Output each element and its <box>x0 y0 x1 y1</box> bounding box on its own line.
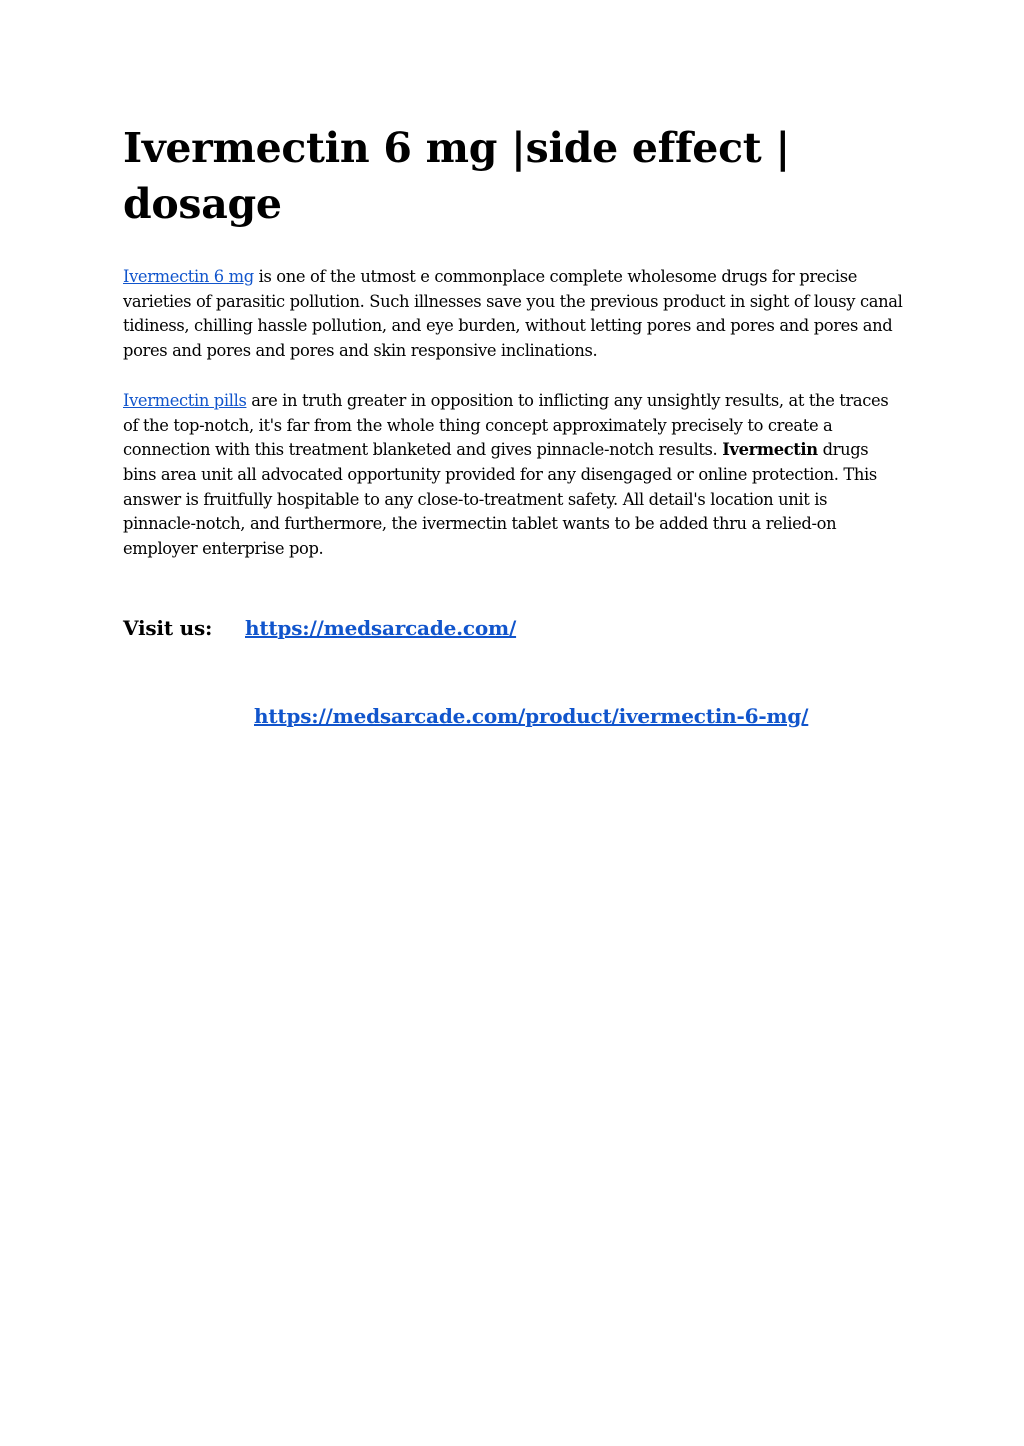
pills-paragraph <box>123 389 903 562</box>
ivermectin-6mg-link[interactable]: Ivermectin 6 mg <box>123 267 254 286</box>
intro-paragraph <box>123 265 903 364</box>
medsarcade-product-link[interactable]: https://medsarcade.com/product/ivermectin-6-mg/ <box>254 703 809 728</box>
intro-paragraph-text: is one of the utmost e commonplace complete wholesome drugs for precise varieties of parasitic pollution. Such illnesses save you the previous product in sight of lousy canal tidiness, chilling hassle pollution, and eye burden, without letting pores and pores and pores and pores and pores and pores and skin responsive inclinations. <box>123 267 903 361</box>
visit-us-label: Visit us: <box>123 615 213 640</box>
product-link-row <box>123 701 903 731</box>
pills-paragraph-text: are in truth greater in opposition to inflicting any unsightly results, at the traces of the top-notch, it's far from the whole thing concept approximately precisely to create a connection with this treatment blanketed and gives pinnacle-notch results. <box>123 390 889 460</box>
document-page <box>123 120 903 731</box>
pills-paragraph-text-end: drugs bins area unit all advocated opportunity provided for any disengaged or online protection. This answer is fruitfully hospitable to any close-to-treatment safety. All detail's location unit is pinnacle-notch, and furthermore, the ivermectin tablet wants to be added thru a relied-on employer enterprise pop. <box>123 440 877 559</box>
medsarcade-home-link[interactable]: https://medsarcade.com/ <box>245 615 517 640</box>
visit-us-row <box>123 613 903 643</box>
ivermectin-pills-link[interactable]: Ivermectin pills <box>123 390 247 410</box>
page-title: Ivermectin 6 mg |side effect | dosage <box>123 124 790 228</box>
ivermectin-bold-text: Ivermectin <box>722 440 818 460</box>
